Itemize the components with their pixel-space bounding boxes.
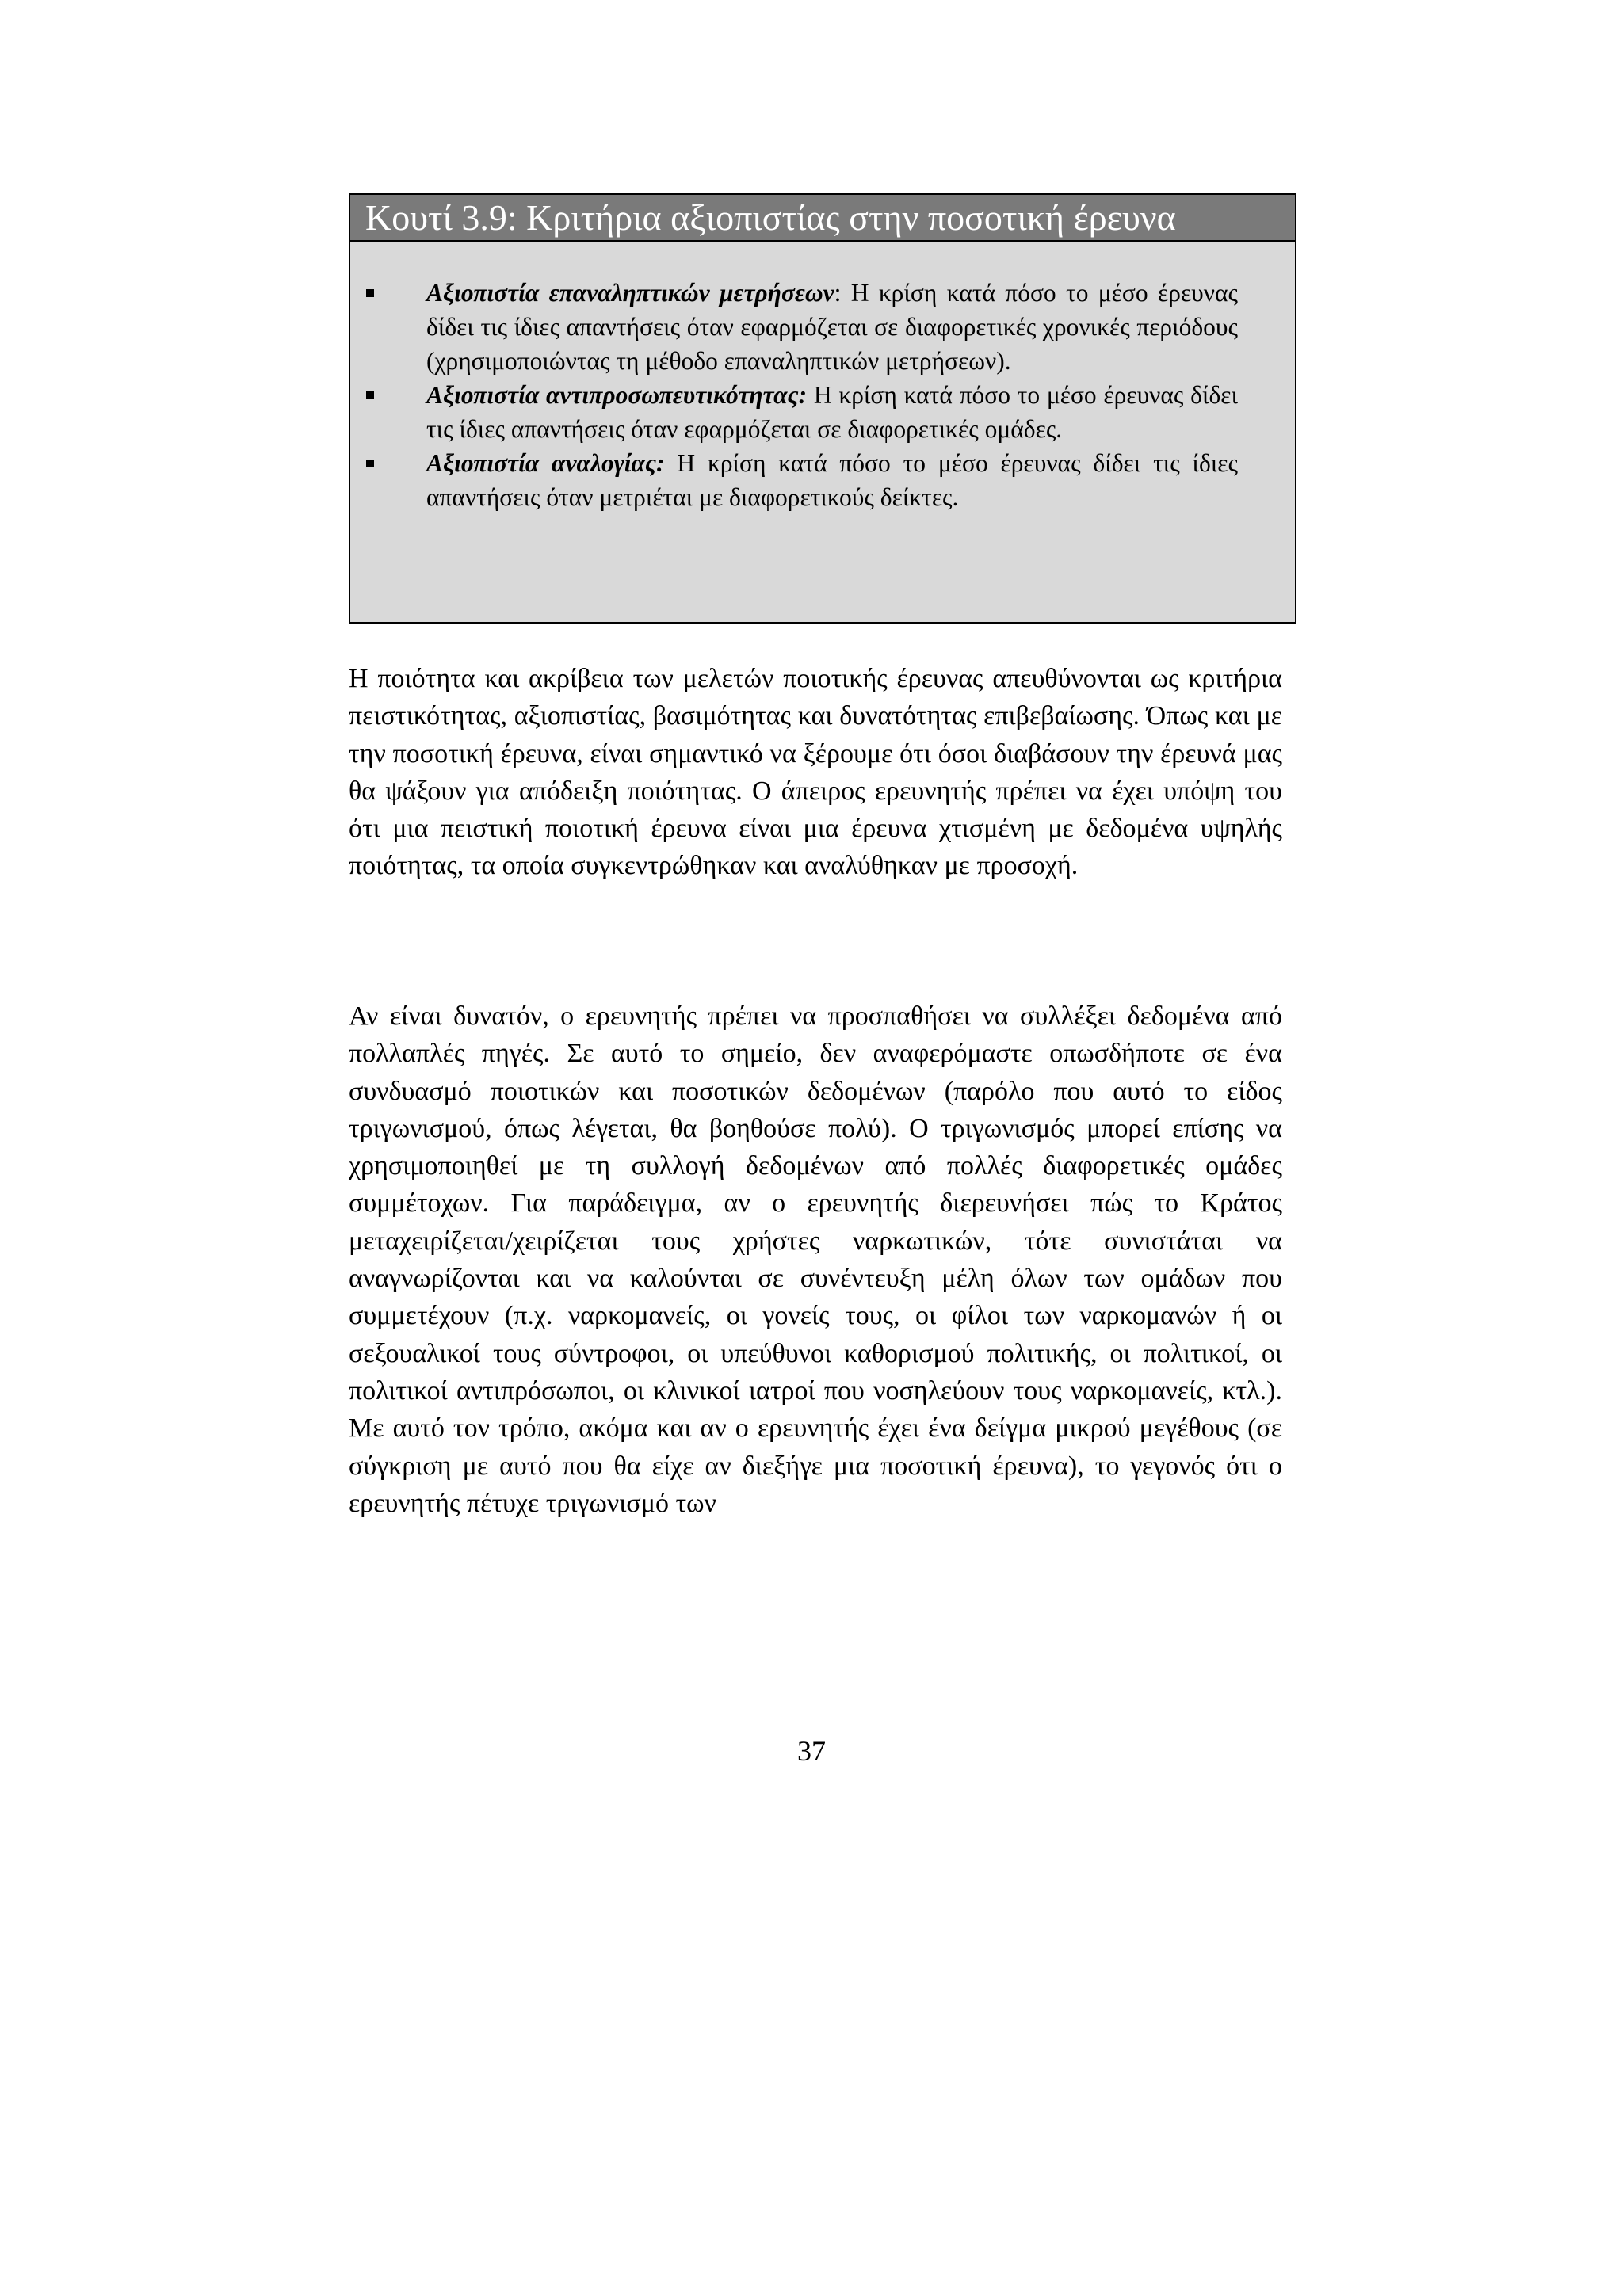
square-bullet-icon xyxy=(366,289,374,297)
criterion-term: Αξιοπιστία αντιπροσωπευτικότητας: xyxy=(426,381,808,409)
criterion-term: Αξιοπιστία αναλογίας: xyxy=(426,449,665,477)
criterion-description: Η κρίση κατά πόσο το μέσο έρευνας δίδει τις ίδιες απαντήσεις όταν εφαρμόζεται σε διαφορετικές ομάδες. xyxy=(426,381,1238,443)
list-item xyxy=(426,276,1238,378)
body-paragraph: Αν είναι δυνατόν, ο ερευνητής πρέπει να προσπαθήσει να συλλέξει δεδομένα από πολλαπλές πηγές. Σε αυτό το σημείο, δεν αναφερόμαστε οπωσδήποτε σε ένα συνδυασμό ποιοτικών και ποσοτικών δεδομένων (παρόλο που αυτό το είδος τριγωνισμού, όπως λέγεται, θα βοηθούσε πολύ). Ο τριγωνισμός μπορεί επίσης να χρησιμοποιηθεί με τη συλλογή δεδομένων από πολλές διαφορετικές ομάδες συμμέτοχων. Για παράδειγμα, αν ο ερευνητής διερευνήσει πώς το Κράτος μεταχειρίζεται/χειρίζεται τους χρήστες ναρκωτικών, τότε συνιστάται να αναγνωρίζονται και να καλούνται σε συνέντευξη μέλη όλων των ομάδων που συμμετέχουν (π.χ. ναρκομανείς, οι γονείς τους, οι φίλοι των ναρκομανών ή οι σεξουαλικοί τους σύντροφοι, οι υπεύθυνοι καθορισμού πολιτικής, οι πολιτικοί, οι πολιτικοί αντιπρόσωποι, οι κλινικοί ιατροί που νοσηλεύουν τους ναρκομανείς, κτλ.). Με αυτό τον τρόπο, ακόμα και αν ο ερευνητής έχει ένα δείγμα μικρού μεγέθους (σε σύγκριση με αυτό που θα είχε αν διεξήγε μια ποσοτική έρευνα), το γεγονός ότι ο ερευνητής πέτυχε τριγωνισμό των xyxy=(349,1001,1282,1518)
list-item xyxy=(426,378,1238,446)
criterion-description: Η κρίση κατά πόσο το μέσο έρευνας δίδει τις ίδιες απαντήσεις όταν μετριέται με διαφορετικούς δείκτες. xyxy=(426,449,1239,511)
page-number: 37 xyxy=(797,1735,826,1767)
list-item xyxy=(426,446,1238,514)
box-3-9 xyxy=(349,193,1296,624)
square-bullet-icon xyxy=(366,391,374,399)
criterion-description: : Η κρίση κατά πόσο το μέσο έρευνας δίδει τις ίδιες απαντήσεις όταν εφαρμόζεται σε διαφορετικές χρονικές περιόδους (χρησιμοποιώντας τη μέθοδο επαναληπτικών μετρήσεων). xyxy=(426,279,1238,375)
criterion-term: Αξιοπιστία επαναληπτικών μετρήσεων xyxy=(426,279,834,307)
body-paragraph: Η ποιότητα και ακρίβεια των μελετών ποιοτικής έρευνας απευθύνονται ως κριτήρια πειστικότητας, αξιοπιστίας, βασιμότητας και δυνατότητας επιβεβαίωσης. Όπως και με την ποσοτική έρευνα, είναι σημαντικό να ξέρουμε ότι όσοι διαβάσουν την έρευνά μας θα ψάξουν για απόδειξη ποιότητας. Ο άπειρος ερευνητής πρέπει να έχει υπόψη του ότι μια πειστική ποιοτική έρευνα είναι μια έρευνα χτισμένη με δεδομένα υψηλής ποιότητας, τα οποία συγκεντρώθηκαν και αναλύθηκαν με προσοχή. xyxy=(349,664,1282,881)
square-bullet-icon xyxy=(366,460,374,467)
box-criteria-list xyxy=(350,276,1295,514)
box-title: Κουτί 3.9: Κριτήρια αξιοπιστίας στην ποσοτική έρευνα xyxy=(350,195,1295,242)
